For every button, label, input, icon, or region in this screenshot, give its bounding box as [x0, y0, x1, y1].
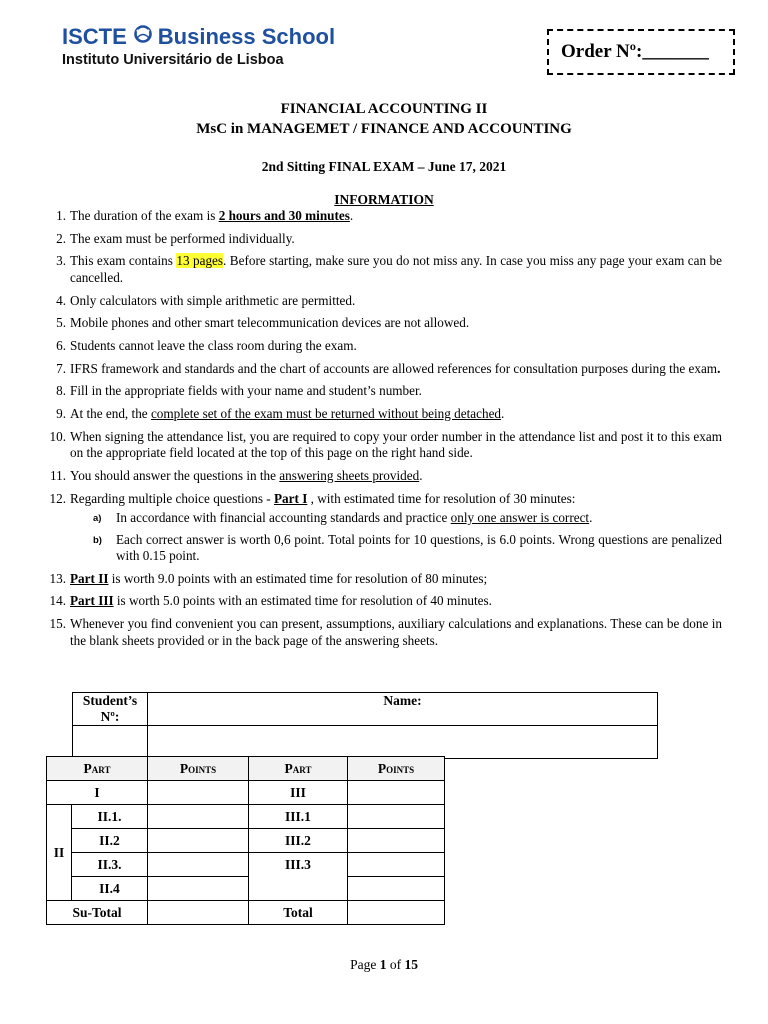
item-text: . Before starting, make sure you do not miss any. In case you miss any page your exam can be cancelled. — [70, 253, 723, 285]
item-text: The exam must be performed individually. — [70, 230, 295, 246]
points-cell[interactable] — [148, 829, 249, 853]
part-label: II.4 — [72, 877, 148, 901]
item-number: 2. — [56, 230, 66, 246]
section-heading: INFORMATION — [334, 192, 434, 207]
logo-institution-text: Instituto Universitário de Lisboa — [62, 52, 284, 68]
points-cell[interactable] — [348, 805, 445, 829]
highlighted-page-count: 13 pages — [176, 253, 224, 269]
item-number: 4. — [56, 292, 66, 308]
item-emphasis: Part III — [70, 593, 114, 609]
course-title: FINANCIAL ACCOUNTING II — [280, 101, 488, 117]
page-total: 15 — [404, 957, 418, 972]
part-header: Part — [47, 757, 148, 781]
item-emphasis: answering sheets provided — [279, 467, 420, 483]
part-label: I — [47, 781, 148, 805]
part-label: II.1. — [72, 805, 148, 829]
item-emphasis: Part II — [70, 570, 109, 586]
page-number — [0, 957, 768, 973]
list-item — [46, 616, 722, 649]
item-number: 8. — [56, 383, 66, 399]
logo-business-school-text: Business School — [157, 23, 336, 49]
item-text: . — [349, 208, 354, 223]
points-cell[interactable] — [348, 877, 445, 901]
list-item — [46, 406, 722, 423]
item-text: Each correct answer is worth 0,6 point. Total points for 10 questions, is 6.0 points. Wrong questions are penalized with 0.15 point. — [116, 531, 722, 564]
part-label: II — [47, 805, 72, 901]
item-number: 9. — [56, 406, 66, 421]
subtotal-label: Su-Total — [47, 901, 148, 925]
item-text: . — [589, 510, 593, 526]
item-text: In accordance with financial accounting standards and practice — [116, 510, 451, 526]
item-text: This exam contains — [70, 253, 177, 269]
item-text: The duration of the exam is — [70, 208, 219, 223]
item-text: . — [419, 467, 423, 483]
sub-list-item — [70, 510, 722, 527]
logo-wordmark — [62, 24, 335, 49]
points-cell[interactable] — [148, 781, 249, 805]
exam-title: 2nd Sitting FINAL EXAM – June 17, 2021 — [261, 159, 507, 174]
item-number: 3. — [56, 253, 66, 269]
list-item — [46, 231, 722, 248]
item-text: Students cannot leave the class room during the exam. — [70, 337, 357, 353]
information-list — [46, 208, 722, 655]
page-word: Page — [350, 957, 380, 972]
item-text: Mobile phones and other smart telecommunication devices are not allowed. — [70, 315, 470, 331]
points-cell[interactable] — [348, 781, 445, 805]
points-header: Points — [148, 757, 249, 781]
list-item — [46, 468, 722, 485]
points-cell[interactable] — [148, 853, 249, 877]
part-label: III — [249, 781, 348, 805]
points-header: Points — [348, 757, 445, 781]
item-text: Only calculators with simple arithmetic are permitted. — [70, 292, 356, 308]
sub-item-letter: a) — [93, 513, 102, 525]
subtotal-cell[interactable] — [148, 901, 249, 925]
part-header: Part — [249, 757, 348, 781]
item-text: . — [501, 406, 505, 421]
points-cell[interactable] — [148, 805, 249, 829]
student-name-field[interactable] — [148, 726, 658, 759]
item-number: 13. — [49, 570, 66, 586]
school-logo — [62, 24, 335, 68]
list-item — [46, 293, 722, 310]
list-item — [46, 593, 722, 610]
item-text: is worth 5.0 points with an estimated time for resolution of 40 minutes. — [113, 593, 492, 609]
item-number: 14. — [49, 593, 66, 609]
item-number: 10. — [49, 428, 66, 444]
points-table — [46, 756, 445, 925]
item-number: 15. — [49, 616, 66, 632]
item-number: 1. — [56, 208, 66, 223]
item-text: Whenever you find convenient you can present, assumptions, auxiliary calculations and explanations. These can be done in the blank sheets provided or in the back page of the answering sheets. — [70, 616, 722, 648]
list-item — [46, 361, 722, 378]
logo-swirl-icon — [133, 24, 153, 49]
list-item — [46, 338, 722, 355]
student-number-field[interactable] — [73, 726, 148, 759]
item-number: 12. — [49, 490, 66, 506]
student-info-table — [72, 692, 658, 759]
program-title: MsC in MANAGEMET / FINANCE AND ACCOUNTING — [196, 121, 572, 137]
points-cell[interactable] — [348, 853, 445, 877]
item-emphasis: 2 hours and 30 minutes — [218, 208, 350, 223]
item-text: is worth 9.0 points with an estimated time for resolution of 80 minutes; — [108, 570, 488, 586]
logo-iscte-text: ISCTE — [62, 23, 127, 49]
item-text: At the end, the — [70, 406, 151, 421]
total-label: Total — [249, 901, 348, 925]
item-number: 11. — [50, 467, 66, 483]
item-text: You should answer the questions in the — [70, 467, 280, 483]
page-current: 1 — [379, 957, 387, 972]
item-emphasis: Part I — [274, 490, 308, 506]
list-item — [46, 571, 722, 588]
student-name-label: Name: — [148, 693, 658, 726]
list-item — [46, 429, 722, 462]
part-label: III.3 — [249, 853, 348, 901]
item-text: Fill in the appropriate fields with your name and student’s number. — [70, 383, 422, 399]
list-item — [46, 208, 722, 225]
student-number-label: Student’s Nº: — [73, 693, 148, 726]
item-number: 6. — [56, 337, 66, 353]
part-label: III.2 — [249, 829, 348, 853]
item-number: 5. — [56, 315, 66, 331]
item-text: IFRS framework and standards and the chart of accounts are allowed references for consultation purposes during the exam — [70, 360, 718, 376]
item-text: Regarding multiple choice questions - — [70, 490, 274, 506]
item-emphasis: complete set of the exam must be returned without being detached — [150, 406, 502, 421]
list-item — [46, 383, 722, 400]
item-emphasis: only one answer is correct — [450, 510, 590, 526]
item-number: 7. — [56, 360, 66, 376]
list-item — [46, 491, 722, 565]
total-cell[interactable] — [348, 901, 445, 925]
sub-list — [70, 510, 722, 565]
item-text: . — [717, 360, 721, 376]
order-number-label: Order Nº:_______ — [561, 41, 709, 62]
item-text: , with estimated time for resolution of 30 minutes: — [307, 490, 576, 506]
part-label: II.3. — [72, 853, 148, 877]
points-cell[interactable] — [148, 877, 249, 901]
list-item — [46, 253, 722, 286]
sub-item-letter: b) — [93, 534, 102, 546]
points-cell[interactable] — [348, 829, 445, 853]
list-item — [46, 315, 722, 332]
item-text: When signing the attendance list, you are required to copy your order number in the attendance list and post it to this exam on the appropriate field located at the top of this page on the right hand side. — [70, 428, 722, 461]
of-word: of — [386, 957, 405, 972]
sub-list-item — [70, 532, 722, 565]
part-label: III.1 — [249, 805, 348, 829]
part-label: II.2 — [72, 829, 148, 853]
order-number-box — [547, 29, 735, 75]
